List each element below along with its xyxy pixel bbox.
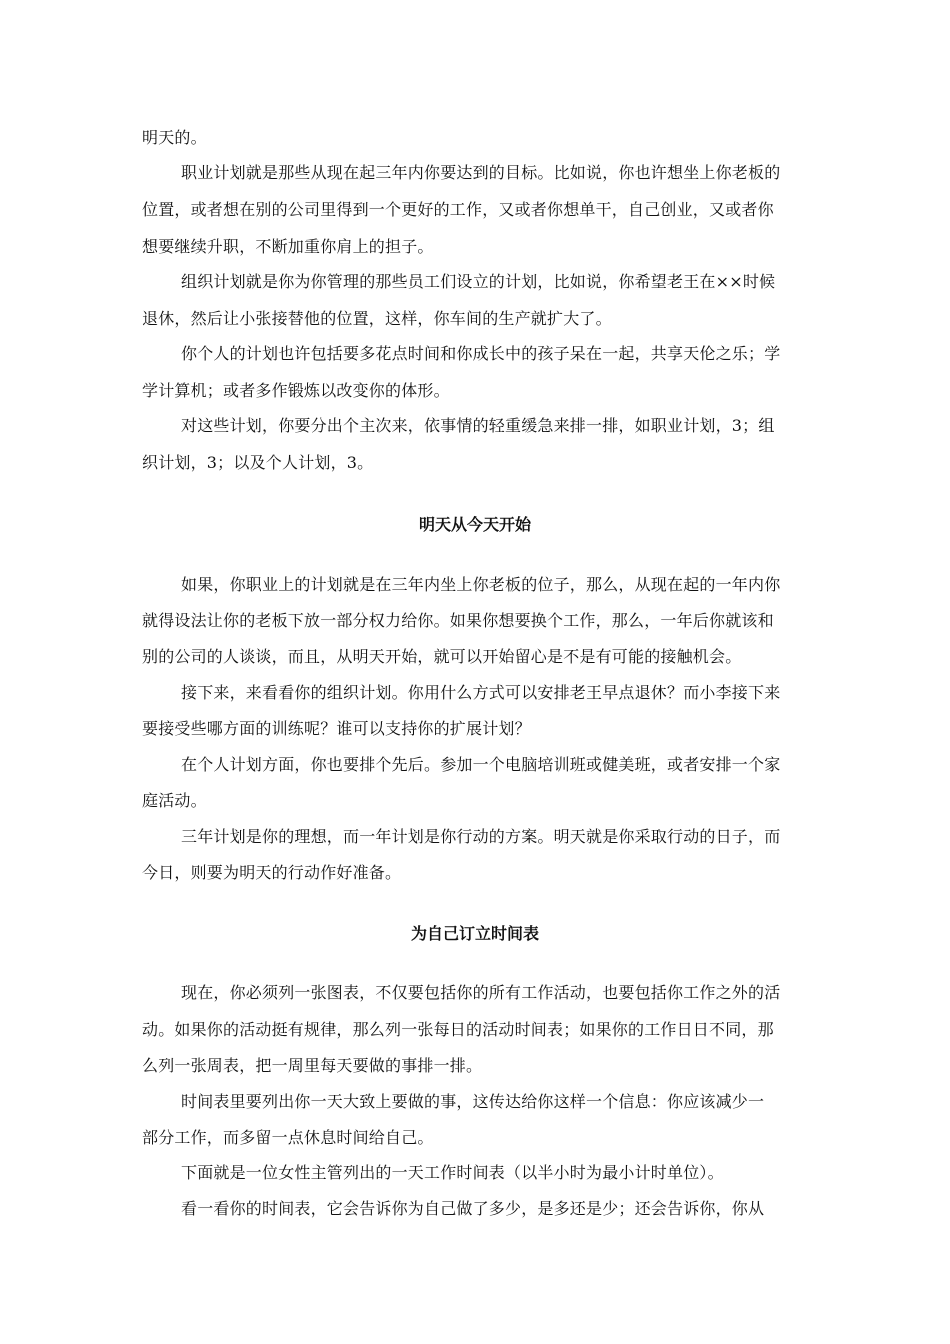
paragraph-line: 组织计划就是你为你管理的那些员工们设立的计划，比如说，你希望老王在××时候 xyxy=(181,272,776,291)
paragraph-line: 今日，则要为明天的行动作好准备。 xyxy=(142,863,402,882)
paragraph-line: 位置，或者想在别的公司里得到一个更好的工作，又或者你想单干，自己创业，又或者你 xyxy=(142,200,774,219)
paragraph-line: 看一看你的时间表，它会告诉你为自己做了多少，是多还是少；还会告诉你，你从 xyxy=(181,1199,765,1218)
paragraph-line: 在个人计划方面，你也要排个先后。参加一个电脑培训班或健美班，或者安排一个家 xyxy=(181,755,781,774)
paragraph-line: 部分工作，而多留一点休息时间给自己。 xyxy=(142,1128,434,1147)
paragraph-line: 明天的。 xyxy=(142,128,207,147)
paragraph-line: 退休，然后让小张接替他的位置，这样，你车间的生产就扩大了。 xyxy=(142,309,612,328)
paragraph-line: 学计算机；或者多作锻炼以改变你的体形。 xyxy=(142,381,450,400)
paragraph-line: 庭活动。 xyxy=(142,791,207,810)
paragraph-line: 你个人的计划也许包括要多花点时间和你成长中的孩子呆在一起，共享天伦之乐；学 xyxy=(181,344,781,363)
paragraph-line: 么列一张周表，把一周里每天要做的事排一排。 xyxy=(142,1056,483,1075)
paragraph-line: 时间表里要列出你一天大致上要做的事，这传达给你这样一个信息：你应该减少一 xyxy=(181,1092,765,1111)
paragraph-line: 三年计划是你的理想，而一年计划是你行动的方案。明天就是你采取行动的日子，而 xyxy=(181,827,781,846)
paragraph-line: 别的公司的人谈谈，而且，从明天开始，就可以开始留心是不是有可能的接触机会。 xyxy=(142,647,742,666)
section-heading: 为自己订立时间表 xyxy=(410,924,539,943)
paragraph-line: 织计划，3；以及个人计划，3。 xyxy=(142,453,374,472)
paragraph-line: 现在，你必须列一张图表，不仅要包括你的所有工作活动，也要包括你工作之外的活 xyxy=(181,983,781,1002)
paragraph-line: 就得设法让你的老板下放一部分权力给你。如果你想要换个工作，那么，一年后你就该和 xyxy=(142,611,774,630)
section-heading: 明天从今天开始 xyxy=(418,515,531,534)
paragraph-line: 接下来，来看看你的组织计划。你用什么方式可以安排老王早点退休？而小李接下来 xyxy=(181,683,781,702)
paragraph-line: 动。如果你的活动挺有规律，那么列一张每日的活动时间表；如果你的工作日日不同，那 xyxy=(142,1020,774,1039)
paragraph-line: 如果，你职业上的计划就是在三年内坐上你老板的位子，那么，从现在起的一年内你 xyxy=(181,575,781,594)
paragraph-line: 对这些计划，你要分出个主次来，依事情的轻重缓急来排一排，如职业计划，3；组 xyxy=(181,416,775,435)
paragraph-line: 职业计划就是那些从现在起三年内你要达到的目标。比如说，你也许想坐上你老板的 xyxy=(181,163,781,182)
paragraph-line: 下面就是一位女性主管列出的一天工作时间表（以半小时为最小计时单位）。 xyxy=(181,1163,724,1182)
paragraph-line: 想要继续升职，不断加重你肩上的担子。 xyxy=(142,237,434,256)
paragraph-line: 要接受些哪方面的训练呢？谁可以支持你的扩展计划？ xyxy=(142,719,531,738)
